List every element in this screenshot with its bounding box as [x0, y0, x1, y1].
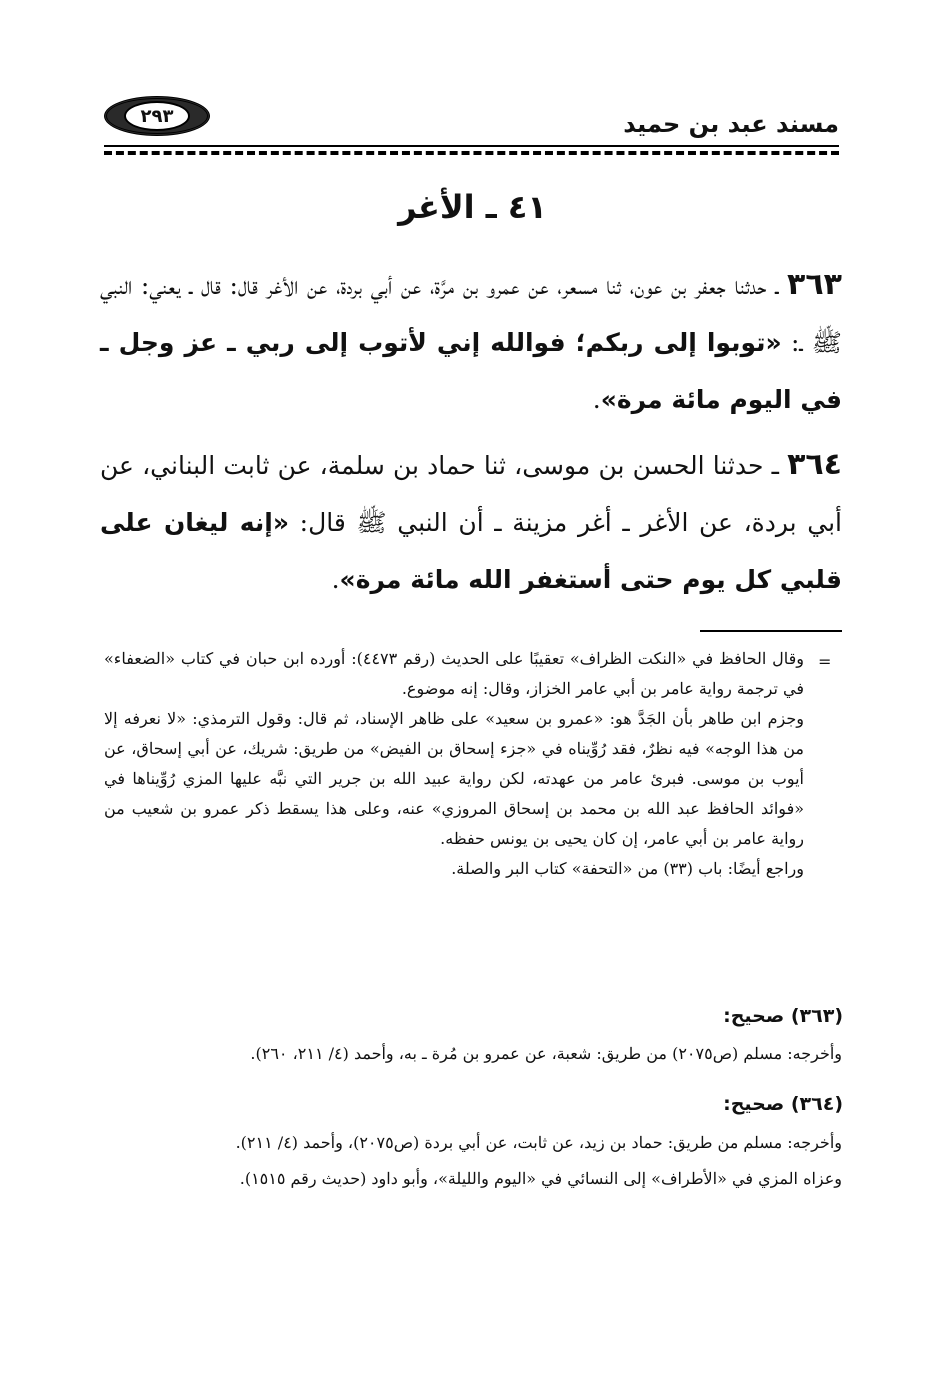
footnote-paragraph: وعزاه المزي في «الأطراف» إلى النسائي في «اليوم والليلة»، وأبو داود (حديث رقم ١٥١٥). [239, 1169, 842, 1188]
footnote-grade-364: (٣٦٤) صحيح: [723, 1093, 843, 1115]
hadith-quote: «إنه ليغان على قلبي كل يوم حتى أستغفر الله مائة مرة» [100, 508, 842, 594]
header-dashed-rule [104, 151, 839, 155]
section-heading: ٤١ ـ الأغر [398, 188, 547, 226]
footnote-continued [104, 644, 804, 884]
hadith-end: . [592, 385, 601, 414]
footnote-rule [700, 630, 842, 632]
footnote-takhrij-364 [104, 1128, 842, 1194]
book-title: مسند عبد بن حميد [623, 110, 839, 138]
footnote-paragraph: وراجع أيضًا: باب (٣٣) من «التحفة» كتاب البر والصلة. [451, 859, 804, 878]
hadith-quote: «توبوا إلى ربكم؛ فوالله إني لأتوب إلى ربي ـ عز وجل ـ في اليوم مائة مرة» [100, 328, 842, 414]
hadith-number: ٣٦٣ [787, 267, 842, 302]
footnote-grade-363: (٣٦٣) صحيح: [723, 1005, 843, 1027]
footnote-paragraph: وأخرجه: مسلم من طريق: حماد بن زيد، عن ثابت، عن أبي بردة (ص٢٠٧٥)، وأحمد (٤/ ٢١١). [235, 1133, 842, 1152]
hadith-number: ٣٦٤ [787, 447, 842, 482]
hadith-364 [100, 436, 842, 608]
header-rule [104, 145, 839, 147]
footnote-paragraph: وجزم ابن طاهر بأن الجَدَّ هو: «عمرو بن سعيد» على ظاهر الإسناد، ثم قال: وقول الترمذي: «لا نعرفه إلا من هذا الوجه» فيه نظرٌ، فقد رُوِّيناه في «جزء إسحاق بن الفيض» من طريق: شريك، عن أبي إسحاق، عن أيوب بن موسى. فبرئ عامر من عهدته، لكن رواية عبيد الله بن جرير التي نبَّه عليها المزي رُوِّيناها في «فوائد الحافظ عبد الله بن محمد بن إسحاق المروزي» عنه، وعلى هذا يسقط ذكر عمرو بن شعيب من رواية عامر بن أبي عامر، إن كان يحيى بن يونس حفظه. [104, 709, 805, 848]
footnote-continuation-mark: = [818, 652, 832, 671]
page-header [104, 96, 839, 144]
footnote-paragraph: وأخرجه: مسلم (ص٢٠٧٥) من طريق: شعبة، عن عمرو بن مُرة ـ به، وأحمد (٤/ ٢١١، ٢٦٠). [250, 1044, 842, 1063]
page-number: ٢٩٣ [124, 101, 190, 131]
hadith-end: . [331, 565, 340, 594]
footnote-paragraph: وقال الحافظ في «النكت الظراف» تعقيبًا على الحديث (رقم ٤٤٧٣): أورده ابن حبان في كتاب «الضعفاء» في ترجمة رواية عامر بن أبي عامر الخزاز، وقال: إنه موضوع. [104, 649, 805, 698]
hadith-text: ـ حدثنا جعفر بن عون، ثنا مسعر، عن عمرو بن مرَّة، عن أبي بردة، عن الأغر قال: قال ـ يعني: النبي ﷺ ـ: [100, 271, 842, 357]
hadith-text: ـ حدثنا الحسن بن موسى، ثنا حماد بن سلمة، عن ثابت البناني، عن أبي بردة، عن الأغر ـ أغر مزينة ـ أن النبي ﷺ قال: [100, 451, 842, 537]
footnote-takhrij-363 [104, 1021, 842, 1069]
hadith-363 [100, 256, 842, 428]
page-number-badge [104, 96, 210, 136]
